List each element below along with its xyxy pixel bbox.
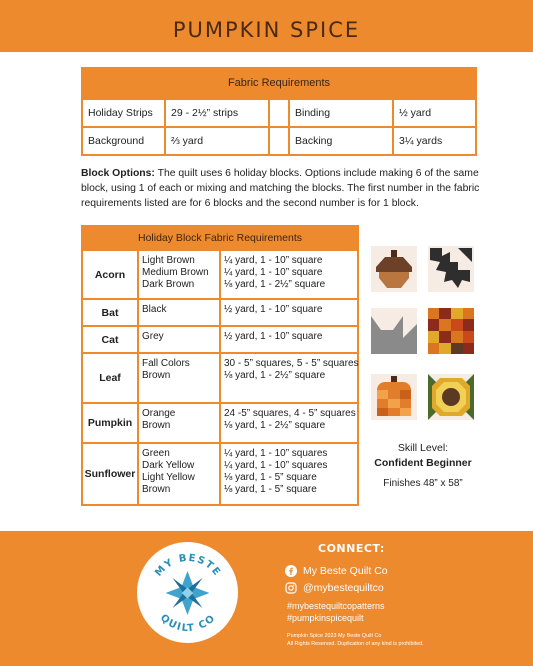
header-banner [0,0,533,52]
table-row [83,249,357,298]
block-amounts [221,327,357,352]
block-colors [139,404,221,442]
acorn-block-image [371,246,417,292]
amount-item: ¼ yard, 1 - 10” squares [224,460,328,471]
facebook-link[interactable] [285,565,388,577]
logo-text-top: MY BESTE [153,552,223,579]
logo-graphic [137,542,238,643]
amount-item: ¼ yard, 1 - 10” square [224,267,323,278]
block-name: Cat [83,327,139,352]
amount-item: ½ yard, 1 - 10” square [224,331,323,342]
cat-block-image [371,308,417,354]
instagram-link[interactable] [285,582,384,594]
color-item: Fall Colors [142,358,190,369]
holiday-block-table [81,225,359,506]
amount-item: ⅛ yard, 1 - 2½” square [224,279,326,290]
amount-item: ⅛ yard, 1 - 2½” square [224,420,326,431]
leaf-block-image [428,308,474,354]
block-amounts [221,251,357,298]
table-gap [270,128,290,154]
color-item: Light Brown [142,255,195,266]
fabric-value: 3¼ yards [399,135,443,147]
skill-value: Confident Beginner [374,457,472,469]
fabric-label: Background [83,128,166,154]
block-colors [139,300,221,325]
amount-item: ⅛ yard, 1 - 2½” square [224,370,326,381]
bat-block-image [428,246,474,292]
amount-item: 30 - 5” squares, 5 - 5” squares [224,358,359,369]
color-item: Light Yellow [142,472,195,483]
block-options-text: The quilt uses 6 holiday blocks. Options include making 6 of the same block, using 1 of each or mixing and matching the blocks. The first number in the fabric requirements listed are for 6 blocks and the second number is for 1 block. [81,168,480,209]
hashtags [287,600,385,624]
block-name: Acorn [83,251,139,298]
hashtag: #mybestequiltcopatterns [287,601,385,611]
sunflower-block-image [428,374,474,420]
finished-size: Finishes 48” x 58” [383,478,463,489]
fabric-value: ½ yard [399,107,432,119]
fabric-label: Backing [290,128,394,154]
logo-text-bottom: QUILT CO [157,612,219,635]
amount-item: 24 -5” squares, 4 - 5” squares [224,408,356,419]
fabric-value: ⅔ yard [166,128,270,154]
fabric-label: Holiday Strips [83,100,166,126]
table-row [83,352,357,402]
color-item: Green [142,448,170,459]
connect-heading: CONNECT: [318,542,385,555]
block-amounts [221,300,357,325]
instagram-handle: @mybestequiltco [303,582,384,594]
holiday-table-caption: Holiday Block Fabric Requirements [83,227,357,249]
pumpkin-block-image [371,374,417,420]
fabric-table-caption: Fabric Requirements [83,69,475,98]
copyright-line: Pumpkin Spice 2023 My Beste Quilt Co [287,633,382,639]
block-amounts [221,404,357,442]
skill-label: Skill Level: [397,442,449,454]
fabric-label: Binding [290,100,394,126]
block-options-paragraph [81,166,481,211]
color-item: Brown [142,370,171,381]
fabric-value: 29 - 2½” strips [166,100,270,126]
block-name: Pumpkin [83,404,139,442]
block-name: Bat [83,300,139,325]
copyright-line: All Rights Reserved. Duplication of any kind is prohibited. [287,641,424,647]
block-amounts [221,354,357,402]
amount-item: ¼ yard, 1 - 10” square [224,255,323,266]
facebook-handle: My Beste Quilt Co [303,565,388,577]
block-colors [139,251,221,298]
amount-item: ¼ yard, 1 - 10” squares [224,448,328,459]
color-item: Dark Brown [142,279,195,290]
amount-item: ⅛ yard, 1 - 5” square [224,472,317,483]
table-row [83,126,475,154]
block-colors [139,327,221,352]
table-row [83,98,475,126]
block-colors [139,354,221,402]
page-title: PUMPKIN SPICE [172,18,361,42]
color-item: Medium Brown [142,267,209,278]
color-item: Grey [142,331,164,342]
amount-item: ⅛ yard, 1 - 5” square [224,484,317,495]
footer-banner [0,531,533,666]
table-row [83,442,357,504]
table-row [83,325,357,352]
block-amounts [221,444,357,504]
copyright-notice [287,632,424,648]
block-colors [139,444,221,504]
color-item: Brown [142,420,171,431]
block-name: Leaf [83,354,139,402]
color-item: Orange [142,408,176,419]
skill-level [368,441,478,471]
instagram-icon [285,582,297,594]
table-row [83,298,357,325]
table-row [83,402,357,442]
block-name: Sunflower [83,444,139,504]
color-item: Black [142,304,167,315]
block-options-lead: Block Options: [81,168,155,179]
amount-item: ½ yard, 1 - 10” square [224,304,323,315]
hashtag: #pumpkinspicequilt [287,613,364,623]
table-gap [270,100,290,126]
color-item: Brown [142,484,171,495]
brand-logo [137,542,238,643]
fabric-requirements-table [81,67,477,156]
facebook-icon [285,565,297,577]
color-item: Dark Yellow [142,460,195,471]
svg-text:QUILT CO [158,612,218,634]
